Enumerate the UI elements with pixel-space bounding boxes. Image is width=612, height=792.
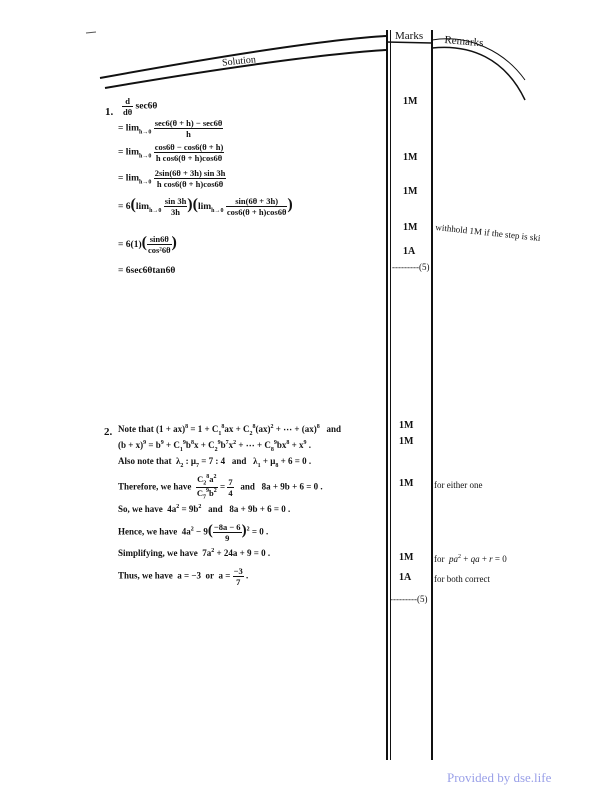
solution-header: Solution [221,54,257,69]
q2-remark-1: for either one [434,480,483,490]
q1-remark: withhold 1M if the step is ski [434,222,541,243]
q1-mark-4: 1M [403,222,418,233]
q1-mark-5: 1A [403,246,416,257]
q2-mark-2: 1M [399,436,414,447]
q2-subtotal: ---------(5) [390,594,428,604]
q1-line-2: = $\lim_{h\to 0}$ $\frac{\sec 6(\theta + h) - \sec 6\theta}{h}$ [118,118,223,139]
marks-column-left-rule-inner [390,30,391,760]
q2-remark-3: for both correct [434,574,490,584]
q2-mark-4: 1M [399,552,414,563]
q1-line-4: = $\lim_{h\to 0}$ $\frac{2\sin(6\theta + 3h) \sin 3h}{\text{h cos6(θ + h)cos6θ}}$ [118,168,226,189]
question-2-number: 2. [104,426,113,438]
marks-header: Marks [395,30,424,42]
q1-mark-1: 1M [403,96,418,107]
q2-remark-2: for $pa^2$ + qa + r = 0 [434,554,507,564]
q2-line-5: So, we have $4a^2 = 9b^2$ and 8a + 9b + 6 = 0 . [118,504,291,514]
marks-column-right-rule [431,30,433,760]
q2-line-4: Therefore, we have $\frac{C_2^8a^2}{C_7^9b^2}$ = $\frac{7}{4}$ and 8a + 9b + 6 = 0 . [118,474,323,501]
provided-by-footer[interactable]: Provided by dse.life [447,770,552,785]
q1-line-1: $\frac{d}{d\theta}$ sec6θ [123,96,158,117]
q1-mark-3: 1M [403,186,418,197]
q1-mark-2: 1M [403,152,418,163]
q2-mark-5: 1A [399,572,412,583]
q1-line-3: = $\lim_{h\to 0}$ $\frac{\cos 6\theta - \cos 6(\theta + h)}{\text{h cos6(θ + h)cos6θ}}$ [118,142,224,163]
q2-mark-3: 1M [399,478,414,489]
q1-subtotal: ---------(5) [392,262,430,272]
marks-column-left-rule [386,30,388,760]
q1-line-5: = $6(\lim_{h\to 0}$ $\frac{\sin 3h}{3h}$ )($\lim_{h\to 0}$ $\frac{\sin(6\theta + 3h)}{\cos 6(\theta + h)\cos 6\theta}$ ) [118,196,293,218]
q1-line-6: = 6(1)( $\frac{\sin 6\theta}{\text{cos²6θ}}$ ) [118,234,177,256]
q1-line-7: = 6sec6θtan6θ [118,266,176,276]
q2-line-6: Hence, we have $4a^2 - 9$( $\frac{-8a - 6}{9}$ )$^2$ = 0 . [118,522,269,543]
q2-mark-1: 1M [399,420,414,431]
question-1-number: 1. [105,106,114,118]
q2-line-8: Thus, we have a = −3 or a = $\frac{-3}{7}$ . [118,566,249,587]
q2-line-7: Simplifying, we have $7a^2 + 24a + 9 = 0$ . [118,548,271,558]
q2-line-3: Also note that $\lambda_2$ : $\mu_7 = 7$ : 4 and $\lambda_1 + \mu_8 + 6 = 0$ . [118,456,312,469]
remarks-header: Remarks [443,34,484,50]
q2-line-1: Note that $(1 + ax)^8 = 1 + C_1^8ax + C_2^8(ax)^2$ + ⋯ + (ax)$^8$ and [118,424,342,437]
q2-line-2: $(b + x)^9 = b^9 + C_1^9b^8x + C_2^9b^7x^2$ + ⋯ + $C_8^9bx^8 + x^9$ . [118,440,312,453]
